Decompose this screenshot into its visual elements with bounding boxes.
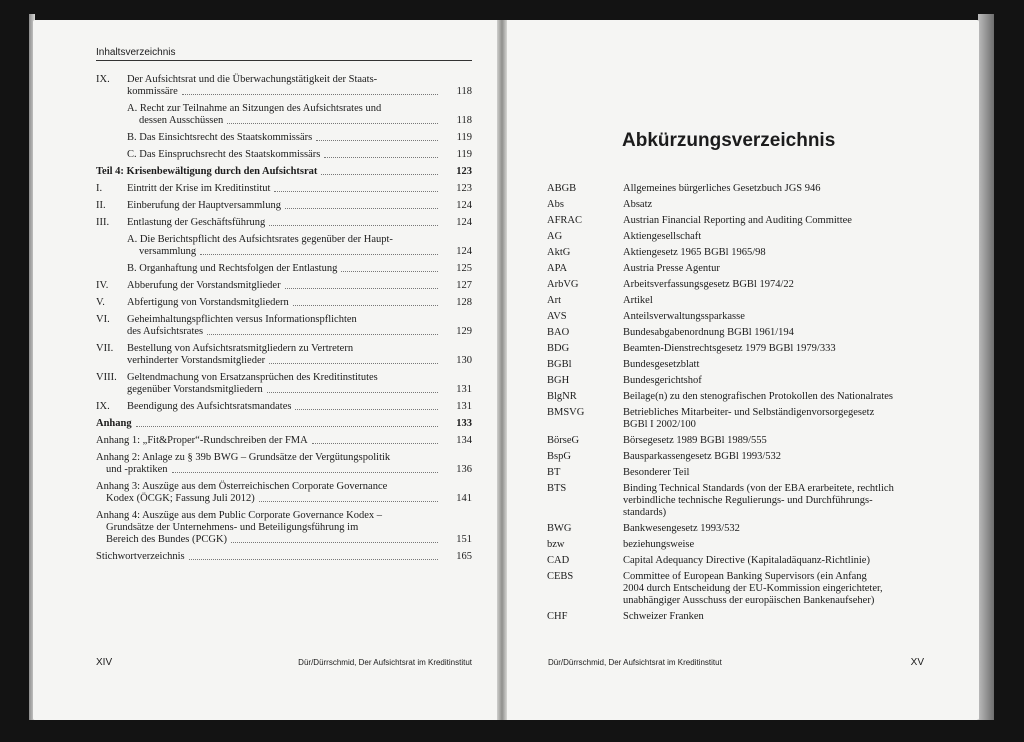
- toc-entry-text: dessen Ausschüssen: [139, 115, 224, 126]
- abbreviation-term: BT: [547, 467, 561, 478]
- abbreviation-row: [547, 327, 927, 339]
- abbreviation-definition-line: Beamten-Dienstrechtsgesetz 1979 BGBl 1979/333: [623, 343, 836, 354]
- toc-entry: [96, 74, 472, 98]
- dot-leader: [200, 254, 438, 255]
- toc-entry: [96, 103, 472, 127]
- abbreviation-definition-line: Bundesgerichtshof: [623, 375, 702, 386]
- table-of-contents: [96, 74, 472, 568]
- abbreviation-definition-line: Artikel: [623, 295, 653, 306]
- footer-text-left: Dür/Dürrschmid, Der Aufsichtsrat im Kreditinstitut: [298, 658, 472, 667]
- abbreviation-definition-line: Bundesabgabenordnung BGBl 1961/194: [623, 327, 794, 338]
- abbreviation-row: [547, 279, 927, 291]
- toc-page-number: 118: [456, 115, 472, 126]
- abbreviation-term: BMSVG: [547, 407, 585, 418]
- abbreviation-definition: [623, 231, 927, 243]
- abbreviation-definition-line: Schweizer Franken: [623, 611, 704, 622]
- page-number-right: XV: [910, 657, 924, 668]
- abbreviation-row: [547, 215, 927, 227]
- abbreviation-definition-line: Besonderer Teil: [623, 467, 690, 478]
- toc-entry: [96, 234, 472, 258]
- abbreviation-row: [547, 231, 927, 243]
- toc-entry-text: Anhang 2: Anlage zu § 39b BWG – Grundsätze der Vergütungspolitik: [96, 452, 391, 463]
- toc-entry: [96, 452, 472, 476]
- abbreviation-definition-line: verbindliche technische Regulierungs- und Durchführungs-: [623, 495, 873, 506]
- abbreviation-term: BDG: [547, 343, 570, 354]
- toc-entry: [96, 200, 472, 212]
- abbreviation-term: AFRAC: [547, 215, 583, 226]
- dot-leader: [269, 363, 438, 364]
- toc-entry: [96, 132, 472, 144]
- abbreviation-row: [547, 183, 927, 195]
- abbreviation-row: [547, 435, 927, 447]
- toc-page-number: 124: [456, 217, 472, 228]
- abbreviation-definition-line: Aktiengesetz 1965 BGBl 1965/98: [623, 247, 766, 258]
- abbreviation-term: ArbVG: [547, 279, 579, 290]
- toc-entry-text: B. Organhaftung und Rechtsfolgen der Entlastung: [127, 263, 338, 274]
- toc-entry-text: Anhang 1: „Fit&Proper“-Rundschreiben der FMA: [96, 435, 308, 446]
- toc-entry-number: IX.: [96, 401, 110, 412]
- abbreviation-row: [547, 467, 927, 479]
- toc-entry-number: [96, 103, 127, 127]
- toc-entry-number: I.: [96, 183, 103, 194]
- abbreviation-term: BWG: [547, 523, 572, 534]
- abbreviation-definition: [623, 247, 927, 259]
- abbreviation-term: BspG: [547, 451, 571, 462]
- toc-entry: [96, 280, 472, 292]
- abbreviation-term: CEBS: [547, 571, 574, 582]
- toc-entry-text: Bestellung von Aufsichtsratsmitgliedern zu Vertretern: [127, 343, 354, 354]
- abbreviation-definition: [623, 215, 927, 227]
- abbreviation-row: [547, 311, 927, 323]
- abbreviation-term: Art: [547, 295, 561, 306]
- abbreviation-definition: [623, 183, 927, 195]
- left-footer: [96, 657, 472, 668]
- toc-page-number: 123: [456, 183, 472, 194]
- dot-leader: [259, 501, 438, 502]
- toc-entry: [96, 297, 472, 309]
- dot-leader: [182, 94, 438, 95]
- abbreviation-definition-line: Bausparkassengesetz BGBl 1993/532: [623, 451, 782, 462]
- abbreviation-definition-line: Capital Adequancy Directive (Kapitaladäquanz-Richtlinie): [623, 555, 870, 566]
- book-gutter: [497, 20, 507, 720]
- abbreviation-row: [547, 571, 927, 607]
- abbreviation-definition-line: Austrian Financial Reporting and Auditing Committee: [623, 215, 852, 226]
- abbreviation-definition-line: unabhängiger Ausschuss der europäischen Bankenaufseher): [623, 595, 875, 606]
- toc-entry-text: kommissäre: [127, 86, 178, 97]
- abbreviation-row: [547, 407, 927, 431]
- toc-entry-number: II.: [96, 200, 106, 211]
- abbreviation-term: CAD: [547, 555, 570, 566]
- toc-page-number: 124: [456, 200, 472, 211]
- toc-page-number: 134: [456, 435, 472, 446]
- toc-entry: [96, 314, 472, 338]
- toc-page-number: 125: [456, 263, 472, 274]
- abbreviation-definition: [623, 539, 927, 551]
- dot-leader: [312, 443, 438, 444]
- toc-entry-text: Bereich des Bundes (PCGK): [106, 534, 228, 545]
- abbreviation-definition: [623, 611, 927, 623]
- abbreviation-row: [547, 483, 927, 519]
- toc-page-number: 129: [456, 326, 472, 337]
- toc-entry: [96, 418, 472, 430]
- abbreviation-row: [547, 199, 927, 211]
- abbreviation-definition: [623, 571, 927, 607]
- toc-entry-number: III.: [96, 217, 110, 228]
- toc-entry-text: des Aufsichtsrates: [127, 326, 204, 337]
- toc-entry-text: Entlastung der Geschäftsführung: [127, 217, 266, 228]
- abbreviation-term: AVS: [547, 311, 567, 322]
- abbreviation-definition-line: Beilage(n) zu den stenografischen Protokollen des Nationalrates: [623, 391, 893, 402]
- abbreviation-row: [547, 359, 927, 371]
- toc-entry: [96, 551, 472, 563]
- abbreviation-definition: [623, 295, 927, 307]
- abbreviation-definition-line: Anteilsverwaltungssparkasse: [623, 311, 745, 322]
- toc-entry-text: verhinderter Vorstandsmitglieder: [127, 355, 266, 366]
- dot-leader: [285, 288, 438, 289]
- toc-entry-text: Abberufung der Vorstandsmitglieder: [127, 280, 281, 291]
- abbreviation-term: CHF: [547, 611, 568, 622]
- abbreviation-row: [547, 611, 927, 623]
- toc-page-number: 119: [456, 132, 472, 143]
- toc-entry-number: [96, 132, 127, 144]
- abbreviation-term: BGH: [547, 375, 570, 386]
- abbreviation-definition-line: Börsegesetz 1989 BGBl 1989/555: [623, 435, 767, 446]
- right-footer: [548, 657, 924, 668]
- abbreviation-row: [547, 451, 927, 463]
- toc-entry-text: A. Die Berichtspflicht des Aufsichtsrates gegenüber der Haupt-: [127, 234, 393, 245]
- toc-entry: [96, 372, 472, 396]
- abbreviation-term: BGBl: [547, 359, 572, 370]
- abbreviation-definition: [623, 555, 927, 567]
- abbreviation-definition: [623, 483, 927, 519]
- toc-entry: [96, 401, 472, 413]
- toc-page-number: 141: [456, 493, 472, 504]
- abbreviation-definition-line: Bankwesengesetz 1993/532: [623, 523, 740, 534]
- toc-entry: [96, 481, 472, 505]
- toc-entry-text: Eintritt der Krise im Kreditinstitut: [127, 183, 271, 194]
- toc-entry-text: Abfertigung von Vorstandsmitgliedern: [127, 297, 289, 308]
- toc-entry-text: Anhang 3: Auszüge aus dem Österreichischen Corporate Governance: [96, 481, 388, 492]
- toc-entry: [96, 166, 472, 178]
- toc-entry-number: [96, 263, 127, 275]
- dot-leader: [293, 305, 438, 306]
- dot-leader: [295, 409, 438, 410]
- abbreviation-term: BTS: [547, 483, 567, 494]
- abbreviation-row: [547, 295, 927, 307]
- abbreviation-term: AktG: [547, 247, 571, 258]
- abbreviation-definition-line: Absatz: [623, 199, 653, 210]
- abbreviation-definition: [623, 279, 927, 291]
- toc-entry-number: [96, 149, 127, 161]
- dot-leader: [189, 559, 438, 560]
- abbreviation-definition-line: Betriebliches Mitarbeiter- und Selbständigenvorsorgegesetz: [623, 407, 875, 418]
- abbreviation-definition-line: Allgemeines bürgerliches Gesetzbuch JGS 946: [623, 183, 821, 194]
- dot-leader: [267, 392, 438, 393]
- toc-page-number: 119: [456, 149, 472, 160]
- dot-leader: [172, 472, 438, 473]
- abbreviation-definition-line: Arbeitsverfassungsgesetz BGBl 1974/22: [623, 279, 794, 290]
- dot-leader: [274, 191, 438, 192]
- running-head: Inhaltsverzeichnis: [96, 47, 472, 61]
- abbreviation-definition-line: BGBl I 2002/100: [623, 419, 696, 430]
- toc-page-number: 133: [456, 418, 472, 429]
- toc-entry: [96, 343, 472, 367]
- abbreviation-definition: [623, 375, 927, 387]
- abbreviation-definition: [623, 343, 927, 355]
- abbreviation-row: [547, 539, 927, 551]
- toc-entry: [96, 183, 472, 195]
- toc-page-number: 124: [456, 246, 472, 257]
- abbreviation-term: BörseG: [547, 435, 580, 446]
- abbreviation-row: [547, 523, 927, 535]
- dot-leader: [207, 334, 438, 335]
- toc-page-number: 131: [456, 384, 472, 395]
- toc-entry: [96, 263, 472, 275]
- toc-page-number: 127: [456, 280, 472, 291]
- book-edge-right: [978, 14, 994, 720]
- toc-entry-text: Geltendmachung von Ersatzansprüchen des Kreditinstitutes: [127, 372, 378, 383]
- abbreviation-definition-line: Binding Technical Standards (von der EBA erarbeitete, rechtlich: [623, 483, 894, 494]
- abbreviation-definition-line: beziehungsweise: [623, 539, 695, 550]
- toc-entry-text: Anhang: [96, 418, 132, 429]
- abbreviation-term: AG: [547, 231, 563, 242]
- abbreviation-definition-line: Bundesgesetzblatt: [623, 359, 700, 370]
- toc-entry-text: Geheimhaltungspflichten versus Informationspflichten: [127, 314, 357, 325]
- abbreviation-row: [547, 375, 927, 387]
- toc-entry: [96, 217, 472, 229]
- toc-entry: [96, 149, 472, 161]
- dot-leader: [324, 157, 438, 158]
- abbreviation-definition-line: standards): [623, 507, 667, 518]
- abbreviation-term: bzw: [547, 539, 565, 550]
- abbreviation-term: BlgNR: [547, 391, 577, 402]
- abbreviation-definition: [623, 359, 927, 371]
- toc-page-number: 128: [456, 297, 472, 308]
- toc-entry-text: C. Das Einspruchsrecht des Staatskommissärs: [127, 149, 321, 160]
- abbreviation-row: [547, 263, 927, 275]
- abbreviation-row: [547, 343, 927, 355]
- dot-leader: [231, 542, 438, 543]
- abbreviation-row: [547, 391, 927, 403]
- abbreviation-definition: [623, 199, 927, 211]
- toc-entry-text: und -praktiken: [106, 464, 168, 475]
- toc-entry-number: VI.: [96, 314, 110, 325]
- abbreviation-list: [547, 183, 927, 627]
- dot-leader: [341, 271, 438, 272]
- toc-entry-text: B. Das Einsichtsrecht des Staatskommissärs: [127, 132, 313, 143]
- abbreviation-definition-line: Aktiengesellschaft: [623, 231, 702, 242]
- abbreviation-definition-line: Committee of European Banking Supervisors (ein Anfang: [623, 571, 867, 582]
- toc-entry-number: VIII.: [96, 372, 117, 383]
- dot-leader: [316, 140, 438, 141]
- toc-entry-text: Der Aufsichtsrat und die Überwachungstätigkeit der Staats-: [127, 74, 378, 85]
- toc-page-number: 118: [456, 86, 472, 97]
- toc-entry-text: Anhang 4: Auszüge aus dem Public Corporate Governance Kodex –: [96, 510, 383, 521]
- toc-entry-text: A. Recht zur Teilnahme an Sitzungen des Aufsichtsrates und: [127, 103, 382, 114]
- abbreviation-term: Abs: [547, 199, 564, 210]
- toc-page-number: 136: [456, 464, 472, 475]
- abbreviation-row: [547, 247, 927, 259]
- abbreviation-definition: [623, 407, 927, 431]
- toc-entry-text: Grundsätze der Unternehmens- und Beteiligungsführung im: [106, 522, 359, 533]
- abbreviation-row: [547, 555, 927, 567]
- toc-page-number: 123: [456, 166, 472, 177]
- toc-entry-number: V.: [96, 297, 105, 308]
- dot-leader: [321, 174, 438, 175]
- page-title: Abkürzungsverzeichnis: [622, 130, 836, 151]
- toc-entry-text: Beendigung des Aufsichtsratsmandates: [127, 401, 292, 412]
- dot-leader: [269, 225, 438, 226]
- abbreviation-definition: [623, 451, 927, 463]
- abbreviation-term: ABGB: [547, 183, 577, 194]
- toc-entry-text: gegenüber Vorstandsmitgliedern: [127, 384, 263, 395]
- toc-page-number: 165: [456, 551, 472, 562]
- abbreviation-term: APA: [547, 263, 568, 274]
- abbreviation-definition: [623, 391, 927, 403]
- toc-page-number: 131: [456, 401, 472, 412]
- abbreviation-definition: [623, 327, 927, 339]
- toc-page-number: 151: [456, 534, 472, 545]
- toc-entry-text: Einberufung der Hauptversammlung: [127, 200, 281, 211]
- abbreviation-term: BAO: [547, 327, 570, 338]
- toc-entry-text: Stichwortverzeichnis: [96, 551, 185, 562]
- abbreviation-definition-line: Austria Presse Agentur: [623, 263, 720, 274]
- toc-entry: [96, 435, 472, 447]
- toc-entry-text: versammlung: [139, 246, 197, 257]
- dot-leader: [136, 426, 438, 427]
- toc-entry-number: VII.: [96, 343, 114, 354]
- toc-entry-number: [96, 234, 127, 258]
- toc-entry-text: Kodex (ÖCGK; Fassung Juli 2012): [106, 493, 255, 504]
- toc-entry-text: Teil 4: Krisenbewältigung durch den Aufsichtsrat: [96, 166, 318, 177]
- page-number-left: XIV: [96, 657, 113, 668]
- abbreviation-definition: [623, 435, 927, 447]
- abbreviation-definition: [623, 467, 927, 479]
- footer-text-right: Dür/Dürrschmid, Der Aufsichtsrat im Kreditinstitut: [548, 658, 722, 667]
- dot-leader: [285, 208, 438, 209]
- abbreviation-definition-line: 2004 durch Entscheidung der EU-Kommission eingerichteter,: [623, 583, 883, 594]
- toc-entry-number: IV.: [96, 280, 109, 291]
- dot-leader: [227, 123, 438, 124]
- abbreviation-definition: [623, 523, 927, 535]
- toc-entry-number: IX.: [96, 74, 110, 85]
- toc-page-number: 130: [456, 355, 472, 366]
- abbreviation-definition: [623, 311, 927, 323]
- toc-entry: [96, 510, 472, 546]
- abbreviation-definition: [623, 263, 927, 275]
